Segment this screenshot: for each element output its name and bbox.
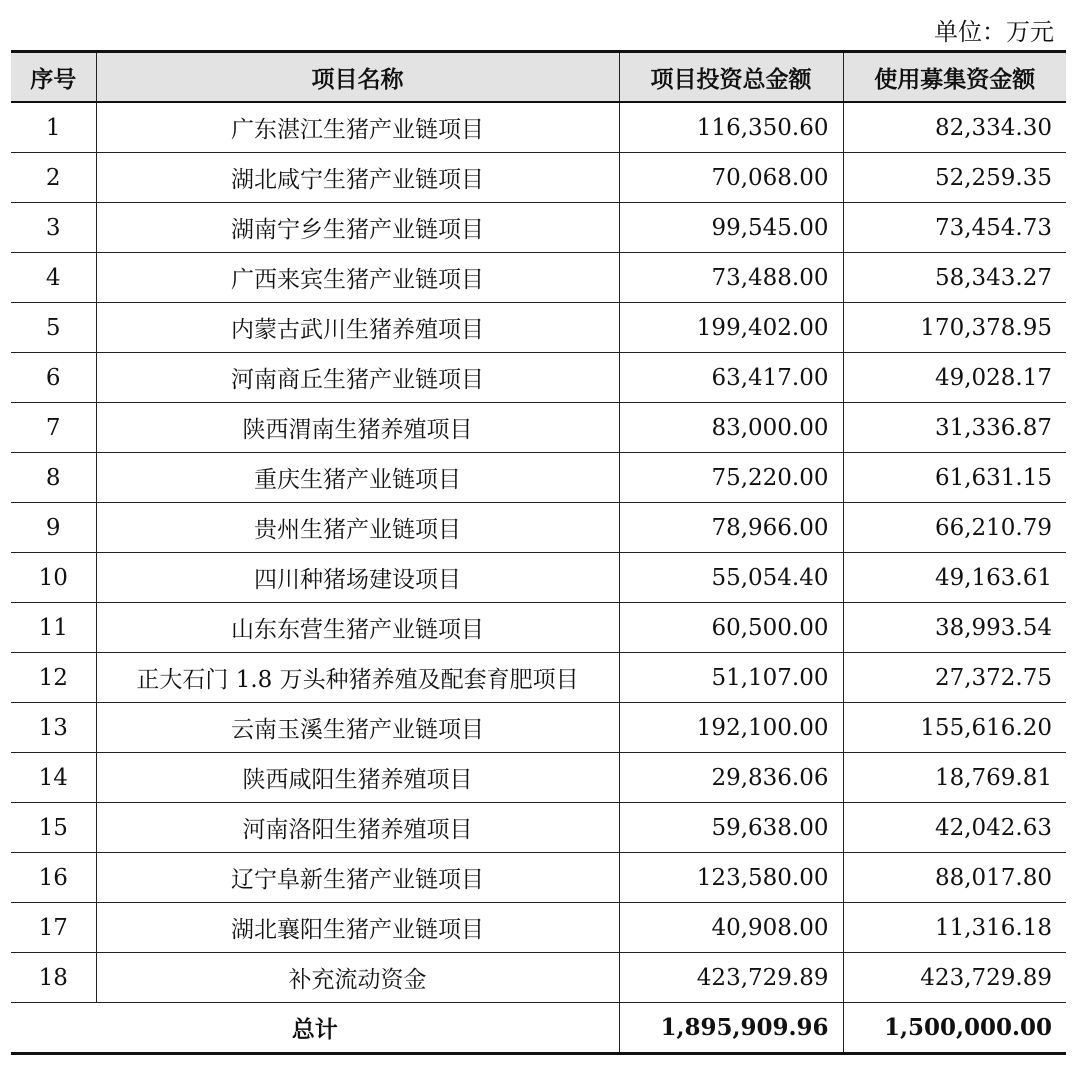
row-index: 4 (11, 253, 96, 303)
row-index: 7 (11, 403, 96, 453)
row-project-name: 贵州生猪产业链项目 (96, 503, 619, 553)
row-project-name: 四川种猪场建设项目 (96, 553, 619, 603)
row-raised-funds: 49,163.61 (843, 553, 1066, 603)
header-raised-funds: 使用募集资金额 (843, 52, 1066, 103)
row-total-investment: 40,908.00 (619, 903, 843, 953)
table-row (11, 703, 1066, 753)
row-raised-funds: 88,017.80 (843, 853, 1066, 903)
row-index: 11 (11, 603, 96, 653)
row-total-investment: 192,100.00 (619, 703, 843, 753)
header-index: 序号 (11, 52, 96, 103)
header-total-investment: 项目投资总金额 (619, 52, 843, 103)
table-header (11, 52, 1066, 103)
row-total-investment: 75,220.00 (619, 453, 843, 503)
row-total-investment: 70,068.00 (619, 153, 843, 203)
table-row (11, 253, 1066, 303)
row-total-investment: 83,000.00 (619, 403, 843, 453)
row-index: 3 (11, 203, 96, 253)
table-row (11, 853, 1066, 903)
total-investment-sum: 1,895,909.96 (619, 1003, 843, 1054)
table-footer (11, 1003, 1066, 1054)
table-row (11, 353, 1066, 403)
row-raised-funds: 49,028.17 (843, 353, 1066, 403)
row-index: 5 (11, 303, 96, 353)
row-total-investment: 199,402.00 (619, 303, 843, 353)
row-total-investment: 29,836.06 (619, 753, 843, 803)
row-raised-funds: 82,334.30 (843, 102, 1066, 153)
row-total-investment: 99,545.00 (619, 203, 843, 253)
row-raised-funds: 423,729.89 (843, 953, 1066, 1003)
row-project-name: 河南商丘生猪产业链项目 (96, 353, 619, 403)
row-project-name: 山东东营生猪产业链项目 (96, 603, 619, 653)
row-total-investment: 59,638.00 (619, 803, 843, 853)
row-raised-funds: 170,378.95 (843, 303, 1066, 353)
row-project-name: 辽宁阜新生猪产业链项目 (96, 853, 619, 903)
row-index: 1 (11, 102, 96, 153)
row-project-name: 广东湛江生猪产业链项目 (96, 102, 619, 153)
total-row (11, 1003, 1066, 1054)
row-total-investment: 78,966.00 (619, 503, 843, 553)
row-index: 17 (11, 903, 96, 953)
row-project-name: 广西来宾生猪产业链项目 (96, 253, 619, 303)
row-index: 15 (11, 803, 96, 853)
row-total-investment: 116,350.60 (619, 102, 843, 153)
row-project-name: 补充流动资金 (96, 953, 619, 1003)
row-project-name: 重庆生猪产业链项目 (96, 453, 619, 503)
row-index: 8 (11, 453, 96, 503)
row-raised-funds: 27,372.75 (843, 653, 1066, 703)
table-row (11, 903, 1066, 953)
row-raised-funds: 66,210.79 (843, 503, 1066, 553)
unit-label: 单位：万元 (934, 18, 1054, 46)
row-total-investment: 123,580.00 (619, 853, 843, 903)
table-row (11, 453, 1066, 503)
row-total-investment: 63,417.00 (619, 353, 843, 403)
table-row (11, 203, 1066, 253)
table-row (11, 403, 1066, 453)
row-index: 14 (11, 753, 96, 803)
row-raised-funds: 155,616.20 (843, 703, 1066, 753)
total-label: 总计 (11, 1003, 619, 1054)
row-raised-funds: 61,631.15 (843, 453, 1066, 503)
row-index: 6 (11, 353, 96, 403)
row-total-investment: 55,054.40 (619, 553, 843, 603)
row-raised-funds: 58,343.27 (843, 253, 1066, 303)
header-project-name: 项目名称 (96, 52, 619, 103)
row-index: 2 (11, 153, 96, 203)
table-row (11, 553, 1066, 603)
row-index: 12 (11, 653, 96, 703)
row-project-name: 云南玉溪生猪产业链项目 (96, 703, 619, 753)
row-raised-funds: 52,259.35 (843, 153, 1066, 203)
row-project-name: 陕西咸阳生猪养殖项目 (96, 753, 619, 803)
row-project-name: 陕西渭南生猪养殖项目 (96, 403, 619, 453)
row-index: 16 (11, 853, 96, 903)
row-raised-funds: 73,454.73 (843, 203, 1066, 253)
raised-funds-sum: 1,500,000.00 (843, 1003, 1066, 1054)
row-project-name: 正大石门 1.8 万头种猪养殖及配套育肥项目 (96, 653, 619, 703)
row-project-name: 湖北咸宁生猪产业链项目 (96, 153, 619, 203)
fund-usage-table (11, 50, 1066, 1055)
row-index: 10 (11, 553, 96, 603)
row-project-name: 湖南宁乡生猪产业链项目 (96, 203, 619, 253)
row-project-name: 河南洛阳生猪养殖项目 (96, 803, 619, 853)
table-row (11, 803, 1066, 853)
table-row (11, 303, 1066, 353)
row-total-investment: 423,729.89 (619, 953, 843, 1003)
row-project-name: 湖北襄阳生猪产业链项目 (96, 903, 619, 953)
table-row (11, 953, 1066, 1003)
row-index: 13 (11, 703, 96, 753)
row-project-name: 内蒙古武川生猪养殖项目 (96, 303, 619, 353)
table-row (11, 603, 1066, 653)
row-raised-funds: 42,042.63 (843, 803, 1066, 853)
row-raised-funds: 38,993.54 (843, 603, 1066, 653)
table-row (11, 153, 1066, 203)
header-row (11, 52, 1066, 103)
row-raised-funds: 11,316.18 (843, 903, 1066, 953)
table-body (11, 102, 1066, 1003)
row-index: 9 (11, 503, 96, 553)
table-row (11, 653, 1066, 703)
row-total-investment: 60,500.00 (619, 603, 843, 653)
row-raised-funds: 31,336.87 (843, 403, 1066, 453)
table-row (11, 102, 1066, 153)
table-row (11, 503, 1066, 553)
row-total-investment: 73,488.00 (619, 253, 843, 303)
row-raised-funds: 18,769.81 (843, 753, 1066, 803)
table-row (11, 753, 1066, 803)
row-index: 18 (11, 953, 96, 1003)
row-total-investment: 51,107.00 (619, 653, 843, 703)
